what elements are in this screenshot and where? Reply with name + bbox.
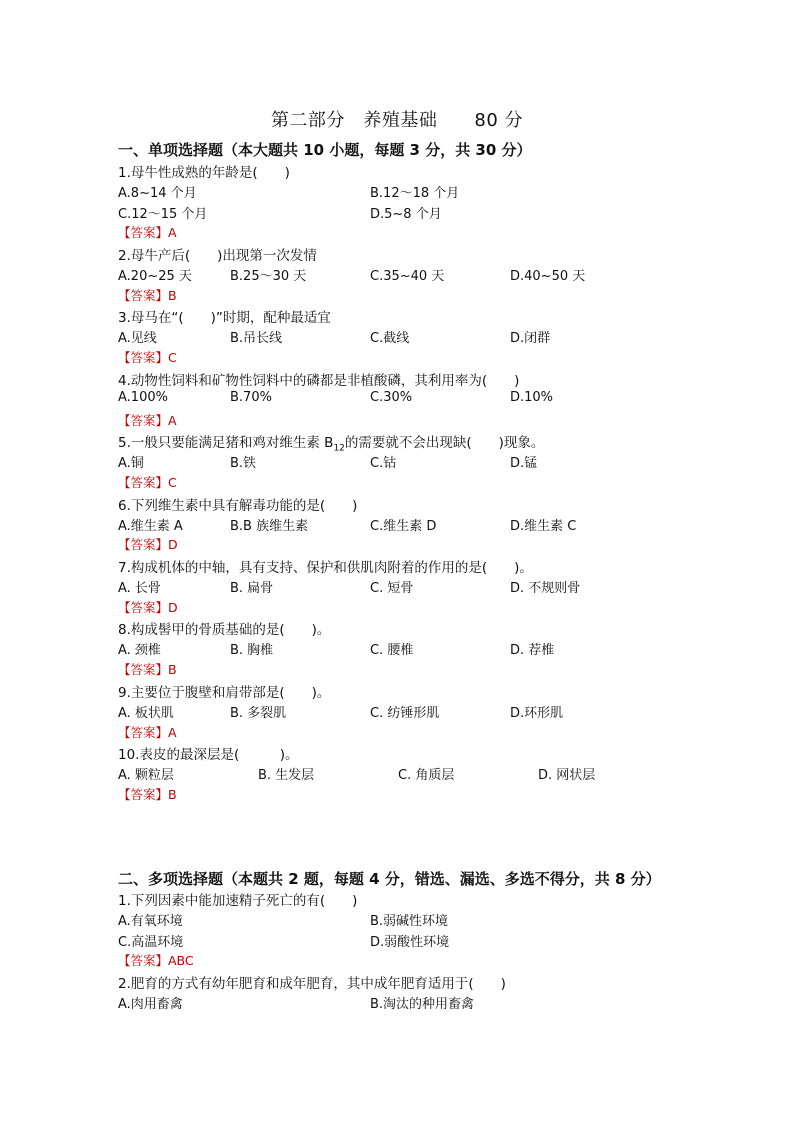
- option-d: D.5~8 个月: [370, 207, 442, 222]
- question-stem: 1.下列因素中能加速精子死亡的有( ): [118, 893, 358, 909]
- option-d: D.弱酸性环境: [370, 935, 450, 950]
- answer-label: 【答案】B: [118, 787, 177, 802]
- stem-text: 5.一般只要能满足猪和鸡对维生素 B: [118, 435, 334, 451]
- answer-label: 【答案】D: [118, 537, 178, 552]
- answer-label: 【答案】ABC: [118, 953, 194, 968]
- question-stem: 8.构成髻甲的骨质基础的是( )。: [118, 622, 331, 638]
- option-c: C.截线: [370, 331, 410, 346]
- option-d: D.闭群: [510, 331, 551, 346]
- question-stem: [118, 431, 544, 454]
- option-b: B.12～18 个月: [370, 186, 460, 201]
- option-b: B.弱碱性环境: [370, 914, 449, 929]
- option-a: A. 板状肌: [118, 706, 174, 721]
- question-stem: 4.动物性饲料和矿物性饲料中的磷都是非植酸磷，其利用率为( ): [118, 373, 520, 389]
- option-a: A. 颈椎: [118, 643, 161, 658]
- option-c: C.高温环境: [118, 935, 184, 950]
- option-d: D.锰: [510, 456, 538, 471]
- option-b: B.70%: [230, 390, 272, 405]
- option-a: A.100%: [118, 390, 168, 405]
- option-b: B.B 族维生素: [230, 519, 309, 534]
- question-stem: 9.主要位于腹壁和肩带部是( )。: [118, 685, 331, 701]
- section-heading-multiple-choice: 二、多项选择题（本题共 2 题，每题 4 分，错选、漏选、多选不得分，共 8 分）: [118, 870, 661, 888]
- option-b: B.25～30 天: [230, 269, 307, 284]
- stem-text: 的需要就不会出现缺( )现象。: [344, 435, 545, 451]
- option-a: A. 长骨: [118, 581, 161, 596]
- option-b: B.吊长线: [230, 331, 283, 346]
- question-stem: 1.母牛性成熟的年龄是( ): [118, 165, 290, 181]
- option-a: A.20~25 天: [118, 269, 192, 284]
- option-c: C. 纺锤形肌: [370, 706, 440, 721]
- option-a: A.见线: [118, 331, 157, 346]
- option-c: C.维生素 D: [370, 519, 437, 534]
- option-d: D.环形肌: [510, 706, 564, 721]
- question-stem: 6.下列维生素中具有解毒功能的是( ): [118, 498, 358, 514]
- question-stem: 3.母马在“( )”时期，配种最适宜: [118, 310, 331, 326]
- option-d: D. 不规则骨: [510, 581, 581, 596]
- answer-label: 【答案】A: [118, 413, 177, 428]
- answer-label: 【答案】B: [118, 288, 177, 303]
- option-c: C.30%: [370, 390, 413, 405]
- page-title: 第二部分 养殖基础 80 分: [270, 110, 524, 131]
- option-d: D. 网状层: [538, 768, 596, 783]
- option-b: B. 胸椎: [230, 643, 274, 658]
- option-c: C.钴: [370, 456, 397, 471]
- option-c: C. 腰椎: [370, 643, 414, 658]
- option-d: D.40~50 天: [510, 269, 586, 284]
- option-b: B. 扁骨: [230, 581, 274, 596]
- answer-label: 【答案】C: [118, 475, 177, 490]
- option-c: C.12～15 个月: [118, 207, 208, 222]
- option-a: A.维生素 A: [118, 519, 183, 534]
- option-c: C. 短骨: [370, 581, 414, 596]
- option-b: B.铁: [230, 456, 257, 471]
- option-b: B. 多裂肌: [230, 706, 287, 721]
- answer-label: 【答案】A: [118, 725, 177, 740]
- question-stem: 7.构成机体的中轴，具有支持、保护和供肌肉附着的作用的是( )。: [118, 560, 533, 576]
- question-stem: 2.母牛产后( )出现第一次发情: [118, 248, 317, 264]
- option-d: D.维生素 C: [510, 519, 577, 534]
- option-b: B. 生发层: [258, 768, 315, 783]
- option-c: C.35~40 天: [370, 269, 445, 284]
- question-stem: 10.表皮的最深层是( )。: [118, 747, 299, 763]
- answer-label: 【答案】C: [118, 350, 177, 365]
- option-a: A.8~14 个月: [118, 186, 197, 201]
- option-a: A. 颗粒层: [118, 768, 174, 783]
- vitamin-subscript: 12: [333, 443, 345, 454]
- section-heading-single-choice: 一、单项选择题（本大题共 10 小题，每题 3 分，共 30 分）: [118, 141, 532, 159]
- option-a: A.有氧环境: [118, 914, 183, 929]
- answer-label: 【答案】B: [118, 662, 177, 677]
- option-a: A.铜: [118, 456, 144, 471]
- question-stem: 2.肥育的方式有幼年肥育和成年肥育，其中成年肥育适用于( ): [118, 976, 506, 992]
- option-d: D.10%: [510, 390, 554, 405]
- option-d: D. 荐椎: [510, 643, 555, 658]
- option-a: A.肉用畜禽: [118, 997, 183, 1012]
- answer-label: 【答案】A: [118, 225, 177, 240]
- option-b: B.淘汰的种用畜禽: [370, 997, 475, 1012]
- answer-label: 【答案】D: [118, 600, 178, 615]
- option-c: C. 角质层: [398, 768, 455, 783]
